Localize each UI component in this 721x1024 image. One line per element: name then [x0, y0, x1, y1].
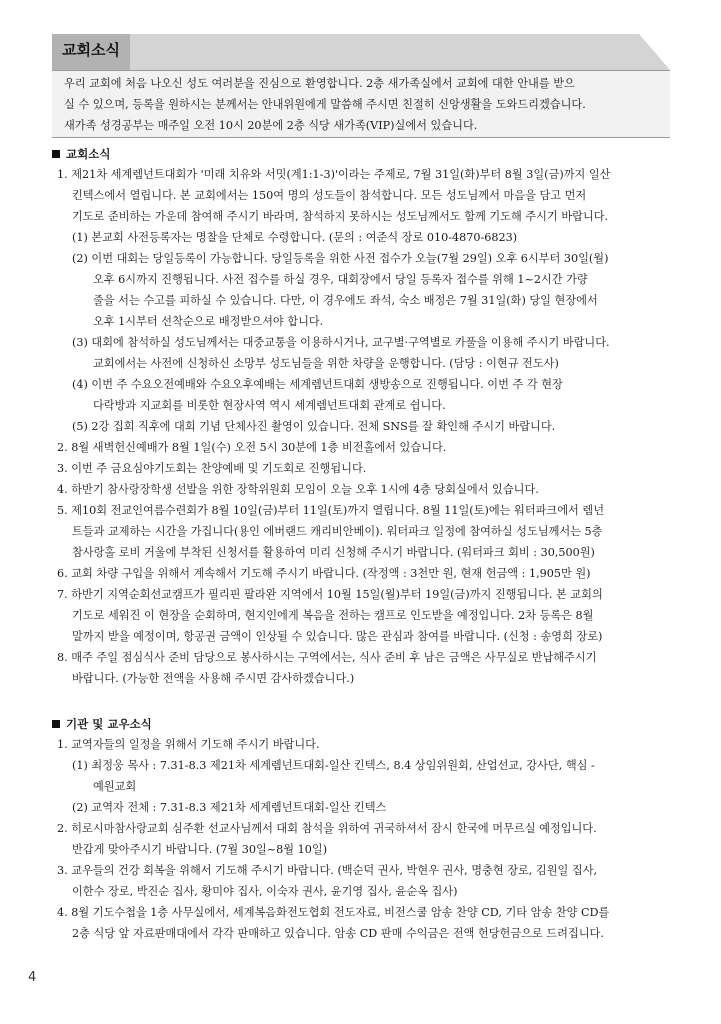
news-line: 교회에서는 사전에 신청하신 소망부 성도님들을 위한 차량을 운행합니다. (담당 : 이현규 전도사) [93, 357, 559, 370]
news-line: 1. 제21차 세계렘넌트대회가 '미래 치유와 서밋(계1:1-3)'이라는 주제로, 7월 31일(화)부터 8월 3일(금)까지 일산 [57, 168, 611, 181]
news-line: 트들과 교제하는 시간을 가집니다(용인 에버랜드 캐리비안베이). 워터파크 일정에 참여하실 성도님께서는 5층 [72, 525, 603, 538]
welcome-line: 우리 교회에 처음 나오신 성도 여러분을 진심으로 환영합니다. 2층 새가족실에서 교회에 대한 안내를 받으 [64, 77, 575, 90]
members-line: 예원교회 [93, 780, 137, 793]
news-line: 7. 하반기 지역순회선교캠프가 필리핀 팔라완 지역에서 10월 15일(월)부터 19일(금)까지 진행됩니다. 본 교회의 [57, 588, 603, 601]
members-line: 이한수 장로, 박진순 집사, 황미야 집사, 이숙자 권사, 윤기영 집사, 윤순옥 집사) [72, 885, 458, 898]
welcome-box [52, 70, 670, 138]
members-line: 2층 식당 앞 자료판매대에서 각각 판매하고 있습니다. 암송 CD 판매 수익금은 전액 헌당헌금으로 드려집니다. [72, 927, 604, 940]
welcome-line: 실 수 있으며, 등록을 원하시는 분께서는 안내위원에게 말씀해 주시면 친절히 신앙생활을 도와드리겠습니다. [64, 98, 586, 111]
members-line: (2) 교역자 전체 : 7.31-8.3 제21차 세계렘넌트대회-일산 킨텍스 [72, 801, 387, 814]
news-line: (1) 본교회 사전등록자는 명찰을 단체로 수령합니다. (문의 : 여준식 장로 010-4870-6823) [72, 231, 518, 244]
square-bullet-icon [52, 720, 60, 728]
news-line: 바랍니다. (가능한 전액을 사용해 주시면 감사하겠습니다.) [72, 672, 355, 685]
members-line: 반갑게 맞아주시기 바랍니다. (7월 30일~8월 10일) [72, 843, 328, 856]
members-line: 2. 히로시마참사랑교회 심주환 선교사님께서 대회 참석을 위하여 귀국하셔서 잠시 한국에 머무르실 예정입니다. [57, 822, 597, 835]
header-tab [52, 34, 670, 70]
news-line: 킨텍스에서 열립니다. 본 교회에서는 150여 명의 성도들이 참석합니다. 모든 성도님께서 마음을 담고 먼저 [72, 189, 587, 202]
section-title-members-news [52, 716, 152, 732]
news-line: 2. 8월 새벽헌신예배가 8월 1일(수) 오전 5시 30분에 1층 비전홀에서 있습니다. [57, 441, 447, 454]
members-line: 4. 8월 기도수첩을 1층 사무실에서, 세계복음화전도협회 전도자료, 비전스쿨 암송 찬양 CD, 기타 암송 찬양 CD를 [57, 906, 610, 919]
news-line: 다락방과 지교회를 비롯한 현장사역 역시 세계렘넌트대회 관계로 쉽니다. [93, 399, 446, 412]
news-line: 말까지 받을 예정이며, 항공권 금액이 인상될 수 있습니다. 많은 관심과 참여를 바랍니다. (신청 : 송영희 장로) [72, 630, 603, 643]
news-line: (2) 이번 대회는 당일등록이 가능합니다. 당일등록을 위한 사전 접수가 오늘(7월 29일) 오후 6시부터 30일(월) [72, 252, 609, 265]
news-line: 3. 이번 주 금요심야기도회는 찬양예배 및 기도회로 진행됩니다. [57, 462, 367, 475]
news-line: 5. 제10회 전교인여름수련회가 8월 10일(금)부터 11일(토)까지 열립니다. 8월 11일(토)에는 워터파크에서 렘넌 [57, 504, 605, 517]
news-line: 4. 하반기 참사랑장학생 선발을 위한 장학위원회 모임이 오늘 오후 1시에 4층 당회실에서 있습니다. [57, 483, 539, 496]
page-title: 교회소식 [62, 41, 120, 59]
welcome-line: 새가족 성경공부는 매주일 오전 10시 20분에 2층 식당 새가족(VIP)실에서 있습니다. [64, 119, 478, 132]
page-number: 4 [28, 970, 37, 985]
news-line: 참사랑홀 로비 거울에 부착된 신청서를 활용하여 미리 신청해 주시기 바랍니다. (워터파크 회비 : 30,500원) [72, 546, 595, 559]
news-line: 6. 교회 차량 구입을 위해서 계속해서 기도해 주시기 바랍니다. (작정액 : 3천만 원, 현재 헌금액 : 1,905만 원) [57, 567, 591, 580]
news-line: 오후 6시까지 진행됩니다. 사전 접수를 하실 경우, 대회장에서 당일 등록자 접수를 위해 1~2시간 가량 [93, 273, 588, 286]
members-line: 1. 교역자들의 일정을 위해서 기도해 주시기 바랍니다. [57, 738, 320, 751]
news-line: 8. 매주 주일 점심식사 준비 담당으로 봉사하시는 구역에서는, 식사 준비 후 남은 금액은 사무실로 반납해주시기 [57, 651, 597, 664]
news-line: 줄을 서는 수고를 피하실 수 있습니다. 다만, 이 경우에도 좌석, 숙소 배정은 7월 31일(화) 당일 현장에서 [93, 294, 598, 307]
news-line: 기도로 세워진 이 현장을 순회하며, 현지인에게 복음을 전하는 캠프로 인도받을 예정입니다. 2차 등록은 8월 [72, 609, 594, 622]
news-line: (4) 이번 주 수요오전예배와 수요오후예배는 세계렘넌트대회 생방송으로 진행됩니다. 이번 주 각 현장 [72, 378, 563, 391]
square-bullet-icon [52, 150, 60, 158]
section-title-text: 기관 및 교우소식 [66, 717, 152, 731]
members-line: 3. 교우들의 건강 회복을 위해서 기도해 주시기 바랍니다. (백순덕 권사, 박현우 권사, 명충현 장로, 김원일 집사, [57, 864, 598, 877]
news-line: 오후 1시부터 선착순으로 배정받으셔야 합니다. [93, 315, 324, 328]
members-line: (1) 최정웅 목사 : 7.31-8.3 제21차 세계렘넌트대회-일산 킨텍스, 8.4 상임위원회, 산업선교, 강사단, 핵심 - [72, 759, 595, 772]
section-title-church-news [52, 146, 110, 162]
news-line: (5) 2강 집회 직후에 대회 기념 단체사진 촬영이 있습니다. 전체 SNS를 잘 확인해 주시기 바랍니다. [72, 420, 556, 433]
section-title-text: 교회소식 [66, 147, 111, 161]
news-line: 기도로 준비하는 가운데 참여해 주시기 바라며, 참석하지 못하시는 성도님께서도 함께 기도해 주시기 바랍니다. [72, 210, 609, 223]
news-line: (3) 대회에 참석하실 성도님께서는 대중교통을 이용하시거나, 교구별·구역별로 카풀을 이용해 주시기 바랍니다. [72, 336, 610, 349]
